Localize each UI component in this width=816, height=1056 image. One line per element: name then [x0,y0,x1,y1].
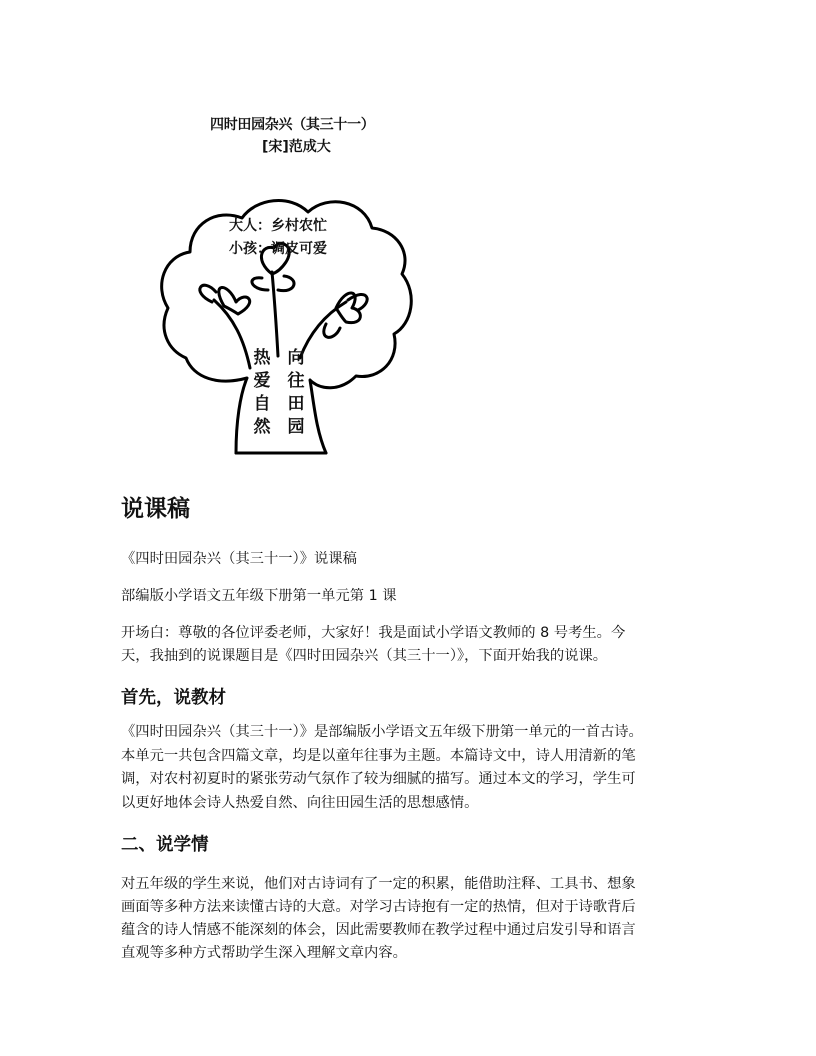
paragraph-line: 画面等多种方法来读懂古诗的大意。对学习古诗抱有一定的热情，但对于诗歌背后 [121,899,636,915]
paragraph-line: 直观等多种方式帮助学生深入理解文章内容。 [121,945,407,961]
section-heading-textbook: 首先，说教材 [121,688,226,708]
poem-author: [宋]范成大 [262,139,331,155]
leaf-right-c [324,324,340,337]
document-subtitle: 《四时田园杂兴（其三十一）》说课稿 [121,551,357,567]
paragraph-line: 以更好地体会诗人热爱自然、向往田园生活的思想感情。 [121,795,479,811]
canopy-line-kids: 小孩：调皮可爱 [229,241,327,257]
trunk-right-column: 向往田园 [287,348,305,437]
paragraph-line: 本单元一共包含四篇文章，均是以童年往事为主题。本篇诗文中，诗人用清新的笔 [121,748,636,764]
poem-title: 四时田园杂兴（其三十一） [210,117,375,133]
document-title: 说课稿 [121,496,190,522]
paragraph-line: 调，对农村初夏时的紧张劳动气氛作了较为细腻的描写。通过本文的学习，学生可 [121,771,636,787]
paragraph-line: 《四时田园杂兴（其三十一）》是部编版小学语文五年级下册第一单元的一首古诗。 [121,724,643,740]
opening-line: 开场白：尊敬的各位评委老师，大家好！我是面试小学语文教师的 8 号考生。今 [121,625,626,641]
canopy-line-adults: 大人：乡村农忙 [229,218,327,234]
course-info: 部编版小学语文五年级下册第一单元第 1 课 [121,588,397,604]
leaf-top-right [278,276,294,291]
opening-line: 天，我抽到的说课题目是《四时田园杂兴（其三十一）》，下面开始我的说课。 [121,648,608,664]
tree-branch-mid [272,272,278,356]
paragraph-line: 蕴含的诗人情感不能深刻的体会，因此需要教师在教学过程中通过启发引导和语言 [121,922,636,938]
trunk-left-column: 热爱自然 [253,348,271,437]
leaf-top-left [252,278,268,290]
paragraph-line: 对五年级的学生来说，他们对古诗词有了一定的积累，能借助注释、工具书、想象 [121,876,636,892]
section-heading-students: 二、说学情 [121,835,209,855]
